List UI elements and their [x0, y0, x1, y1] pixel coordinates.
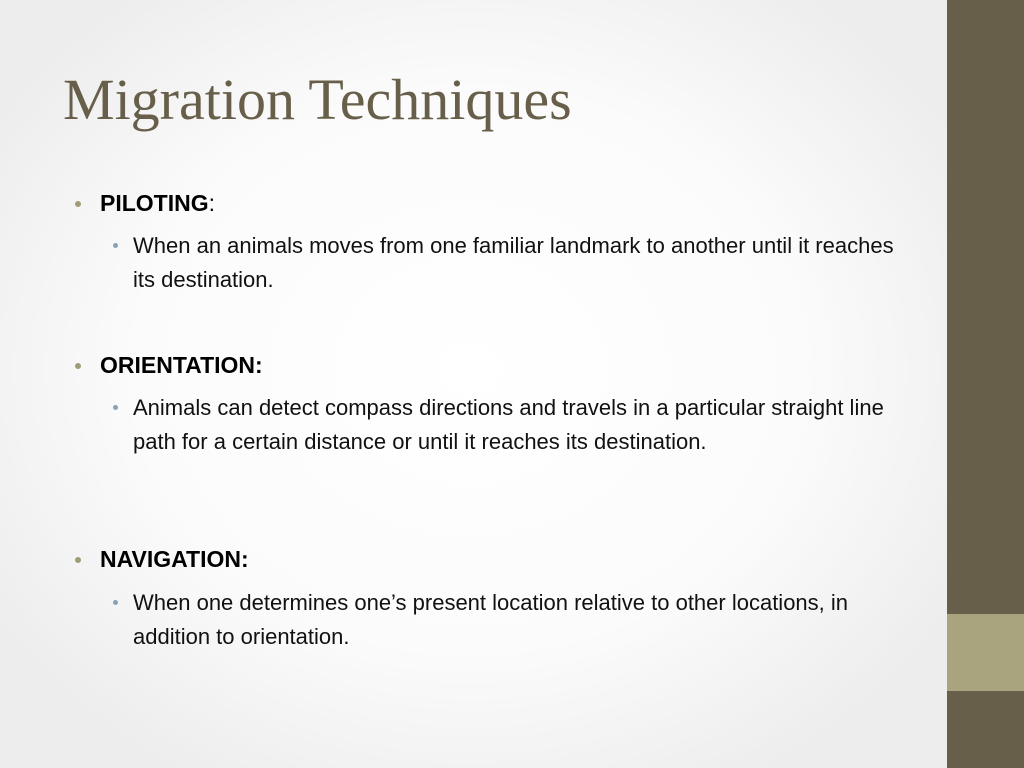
- slide-title: Migration Techniques: [63, 67, 572, 132]
- term-piloting: PILOTING: [100, 190, 209, 216]
- term-orientation: ORIENTATION:: [100, 352, 263, 378]
- sub-bullet-dot-icon: [113, 243, 118, 248]
- bullet-orientation: [100, 349, 263, 382]
- bullet-dot-icon: [75, 201, 81, 207]
- bullet-piloting: [100, 187, 215, 220]
- bullet-navigation: [100, 543, 249, 576]
- sub-bullet-dot-icon: [113, 600, 118, 605]
- term-suffix: :: [208, 190, 216, 216]
- side-accent-block: [947, 614, 1024, 691]
- sub-bullet-dot-icon: [113, 405, 118, 410]
- description-navigation: When one determines one’s present location relative to other locations, in addition to orientation.: [133, 590, 849, 649]
- description-piloting: When an animals moves from one familiar landmark to another until it reaches its destination.: [133, 233, 894, 292]
- bullet-dot-icon: [75, 363, 81, 369]
- term-navigation: NAVIGATION:: [100, 546, 249, 572]
- bullet-dot-icon: [75, 557, 81, 563]
- description-orientation: Animals can detect compass directions and travels in a particular straight line path for a certain distance or until it reaches its destination.: [133, 395, 884, 454]
